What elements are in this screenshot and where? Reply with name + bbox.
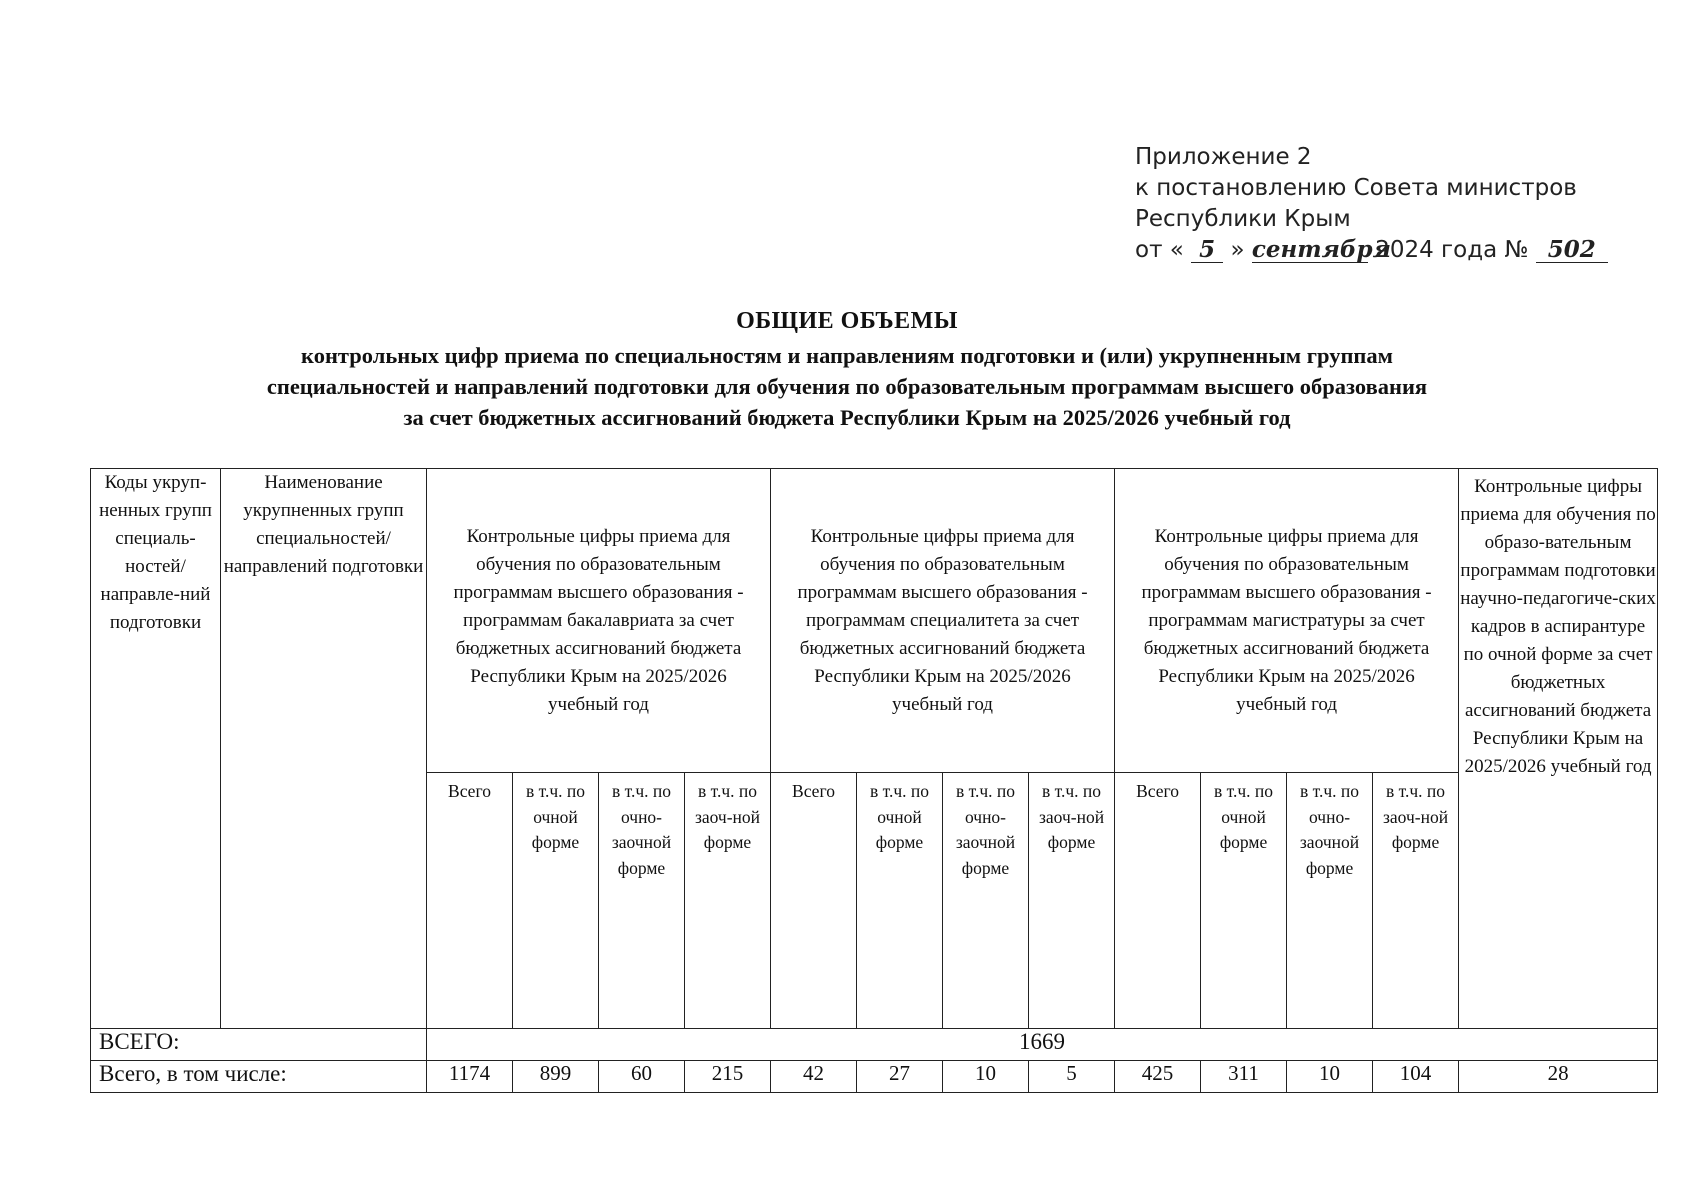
admission-quota-table — [90, 468, 1658, 1093]
date-prefix: от « — [1135, 237, 1184, 263]
master-distance-cell: 104 — [1373, 1061, 1459, 1093]
master-fulltime-cell: 311 — [1201, 1061, 1287, 1093]
subtitle-line-2: специальностей и направлений подготовки для обучения по образовательным программам высшего образования — [266, 374, 1428, 399]
header-master: Контрольные цифры приема для обучения по образовательным программам высшего образования - программам магистратуры за счет бюджетных ассигнований бюджета Республики Крым на 2025/2026 учебный год — [1115, 469, 1459, 773]
grand-total-label: ВСЕГО: — [91, 1029, 427, 1061]
specialist-parttime-cell: 10 — [943, 1061, 1029, 1093]
appendix-date-line — [1135, 235, 1608, 266]
subheader-specialist-parttime: в т.ч. по очно-заочной форме — [943, 773, 1029, 1029]
breakdown-label: Всего, в том числе: — [91, 1061, 427, 1093]
header-group-name: Наименование укрупненных групп специальностей/ направлений подготовки — [221, 469, 427, 1029]
bachelor-distance-cell: 215 — [685, 1061, 771, 1093]
subheader-bachelor-fulltime: в т.ч. по очной форме — [513, 773, 599, 1029]
document-subtitle — [0, 340, 1694, 433]
date-day: 5 — [1191, 238, 1223, 263]
subheader-master-fulltime: в т.ч. по очной форме — [1201, 773, 1287, 1029]
bachelor-parttime-cell: 60 — [599, 1061, 685, 1093]
document-number: 502 — [1536, 238, 1608, 263]
master-total-cell: 425 — [1115, 1061, 1201, 1093]
subheader-specialist-distance: в т.ч. по заоч-ной форме — [1029, 773, 1115, 1029]
subheader-master-distance: в т.ч. по заоч-ной форме — [1373, 773, 1459, 1029]
bachelor-fulltime-cell: 899 — [513, 1061, 599, 1093]
date-month: сентября — [1251, 236, 1391, 263]
grand-total-value: 1669 — [427, 1029, 1658, 1061]
date-year: 2024 года № — [1375, 237, 1529, 263]
specialist-fulltime-cell: 27 — [857, 1061, 943, 1093]
header-specialist: Контрольные цифры приема для обучения по образовательным программам высшего образования - программам специалитета за счет бюджетных ассигнований бюджета Республики Крым на 2025/2026 учебный год — [771, 469, 1115, 773]
header-postgraduate: Контрольные цифры приема для обучения по образо-вательным программам подготовки научно-педагогиче-ских кадров в аспирантуре по очной форме за счет бюджетных ассигнований бюджета Республики Крым на 2025/2026 учебный год — [1459, 469, 1658, 1029]
master-parttime-cell: 10 — [1287, 1061, 1373, 1093]
subheader-bachelor-total: Всего — [427, 773, 513, 1029]
document-title: ОБЩИЕ ОБЪЕМЫ — [736, 308, 958, 334]
table-row-breakdown — [91, 1061, 1658, 1093]
bachelor-total-cell: 1174 — [427, 1061, 513, 1093]
subtitle-line-3: за счет бюджетных ассигнований бюджета Республики Крым на 2025/2026 учебный год — [403, 405, 1291, 430]
subheader-master-total: Всего — [1115, 773, 1201, 1029]
appendix-republic: Республики Крым — [1135, 206, 1351, 232]
appendix-resolution: к постановлению Совета министров — [1135, 175, 1577, 201]
specialist-total-cell: 42 — [771, 1061, 857, 1093]
subheader-specialist-total: Всего — [771, 773, 857, 1029]
subheader-bachelor-parttime: в т.ч. по очно-заочной форме — [599, 773, 685, 1029]
table-row-grand-total — [91, 1029, 1658, 1061]
specialist-distance-cell: 5 — [1029, 1061, 1115, 1093]
appendix-block — [1135, 142, 1608, 266]
subheader-master-parttime: в т.ч. по очно-заочной форме — [1287, 773, 1373, 1029]
appendix-title: Приложение 2 — [1135, 144, 1312, 170]
header-bachelor: Контрольные цифры приема для обучения по образовательным программам высшего образования - программам бакалавриата за счет бюджетных ассигнований бюджета Республики Крым на 2025/2026 учебный год — [427, 469, 771, 773]
subheader-specialist-fulltime: в т.ч. по очной форме — [857, 773, 943, 1029]
date-mid: » — [1230, 237, 1245, 263]
postgraduate-cell: 28 — [1459, 1061, 1658, 1093]
subheader-bachelor-distance: в т.ч. по заоч-ной форме — [685, 773, 771, 1029]
subtitle-line-1: контрольных цифр приема по специальностям и направлениям подготовки и (или) укрупненным группам — [301, 343, 1393, 368]
header-codes: Коды укруп-ненных групп специаль-ностей/ направле-ний подготовки — [91, 469, 221, 1029]
